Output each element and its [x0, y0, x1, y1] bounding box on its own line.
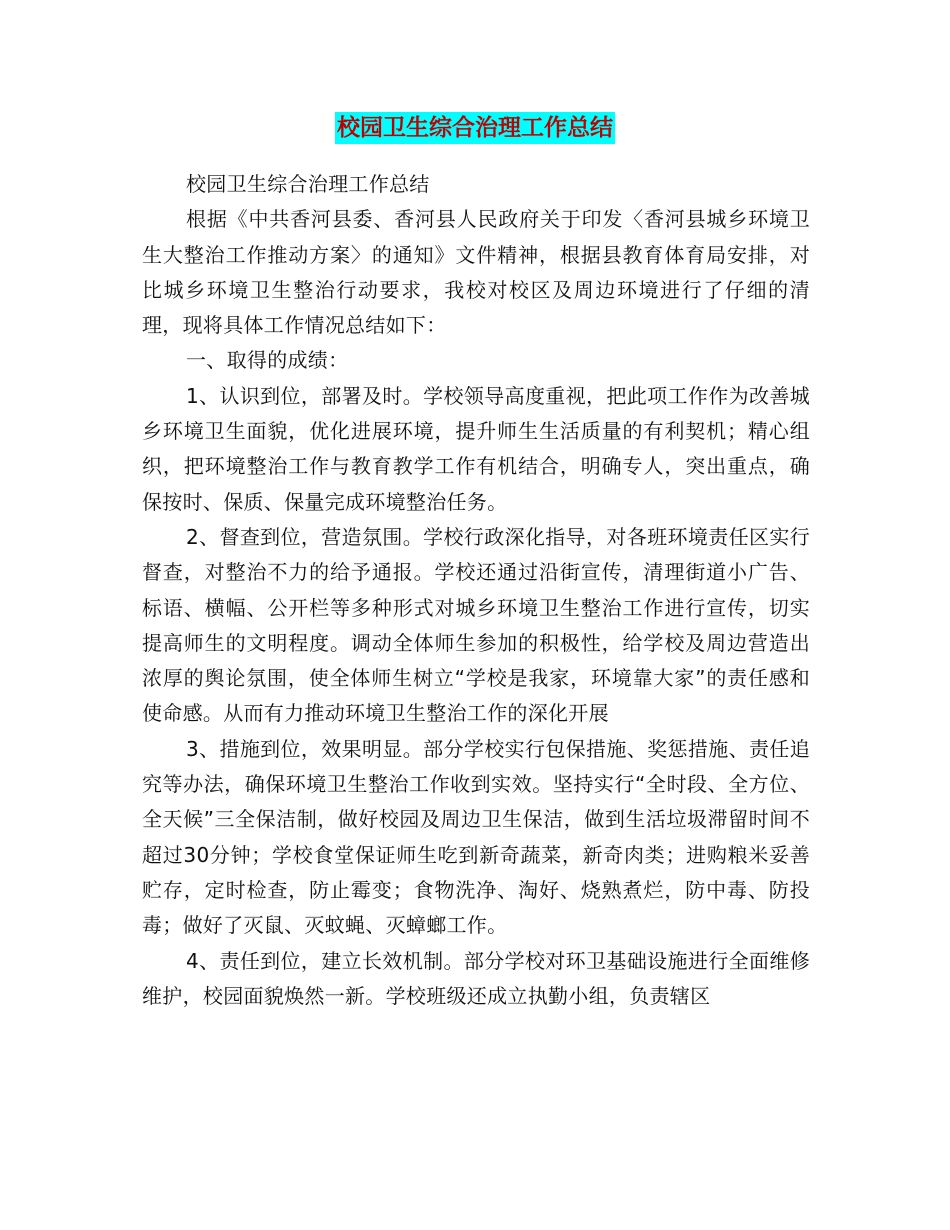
document-body [142, 167, 810, 1014]
title-container [0, 112, 950, 144]
paragraph-item-1: 1、认识到位，部署及时。学校领导高度重视，把此项工作作为改善城乡环境卫生面貌，优化进展环境，提升师生生活质量的有利契机；精心组织，把环境整治工作与教育教学工作有机结合，明确专人，突出重点，确保按时、保质、保量完成环境整治任务。 [142, 383, 810, 514]
paragraph-section-heading: 一、取得的成绩： [186, 348, 349, 373]
paragraph-subtitle: 校园卫生综合治理工作总结 [186, 172, 430, 196]
paragraph-item-4: 4、责任到位，建立长效机制。部分学校对环卫基础设施进行全面维修维护，校园面貌焕然一新。学校班级还成立执勤小组，负责辖区 [142, 948, 810, 1008]
document-title: 校园卫生综合治理工作总结 [335, 112, 615, 144]
paragraph-intro: 根据《中共香河县委、香河县人民政府关于印发〈香河县城乡环境卫生大整治工作推动方案〉的通知》文件精神，根据县教育体育局安排，对比城乡环境卫生整治行动要求，我校对校区及周边环境进行了仔细的清理，现将具体工作情况总结如下： [142, 207, 810, 338]
paragraph-item-2: 2、督查到位，营造氛围。学校行政深化指导，对各班环境责任区实行督查，对整治不力的给予通报。学校还通过沿街宣传，清理街道小广告、标语、横幅、公开栏等多种形式对城乡环境卫生整治工作进行宣传，切实提高师生的文明程度。调动全体师生参加的积极性，给学校及周边营造出浓厚的舆论氛围，使全体师生树立“学校是我家，环境靠大家”的责任感和使命感。从而有力推动环境卫生整治工作的深化开展 [142, 524, 810, 726]
paragraph-item-3: 3、措施到位，效果明显。部分学校实行包保措施、奖惩措施、责任追究等办法，确保环境卫生整治工作收到实效。坚持实行“全时段、全方位、全天候”三全保洁制，做好校园及周边卫生保洁，做到生活垃圾滞留时间不超过30分钟；学校食堂保证师生吃到新奇蔬菜，新奇肉类；进购粮米妥善贮存，定时检查，防止霉变；食物洗净、淘好、烧熟煮烂，防中毒、防投毒；做好了灭鼠、灭蚊蝇、灭蟑螂工作。 [142, 736, 810, 938]
